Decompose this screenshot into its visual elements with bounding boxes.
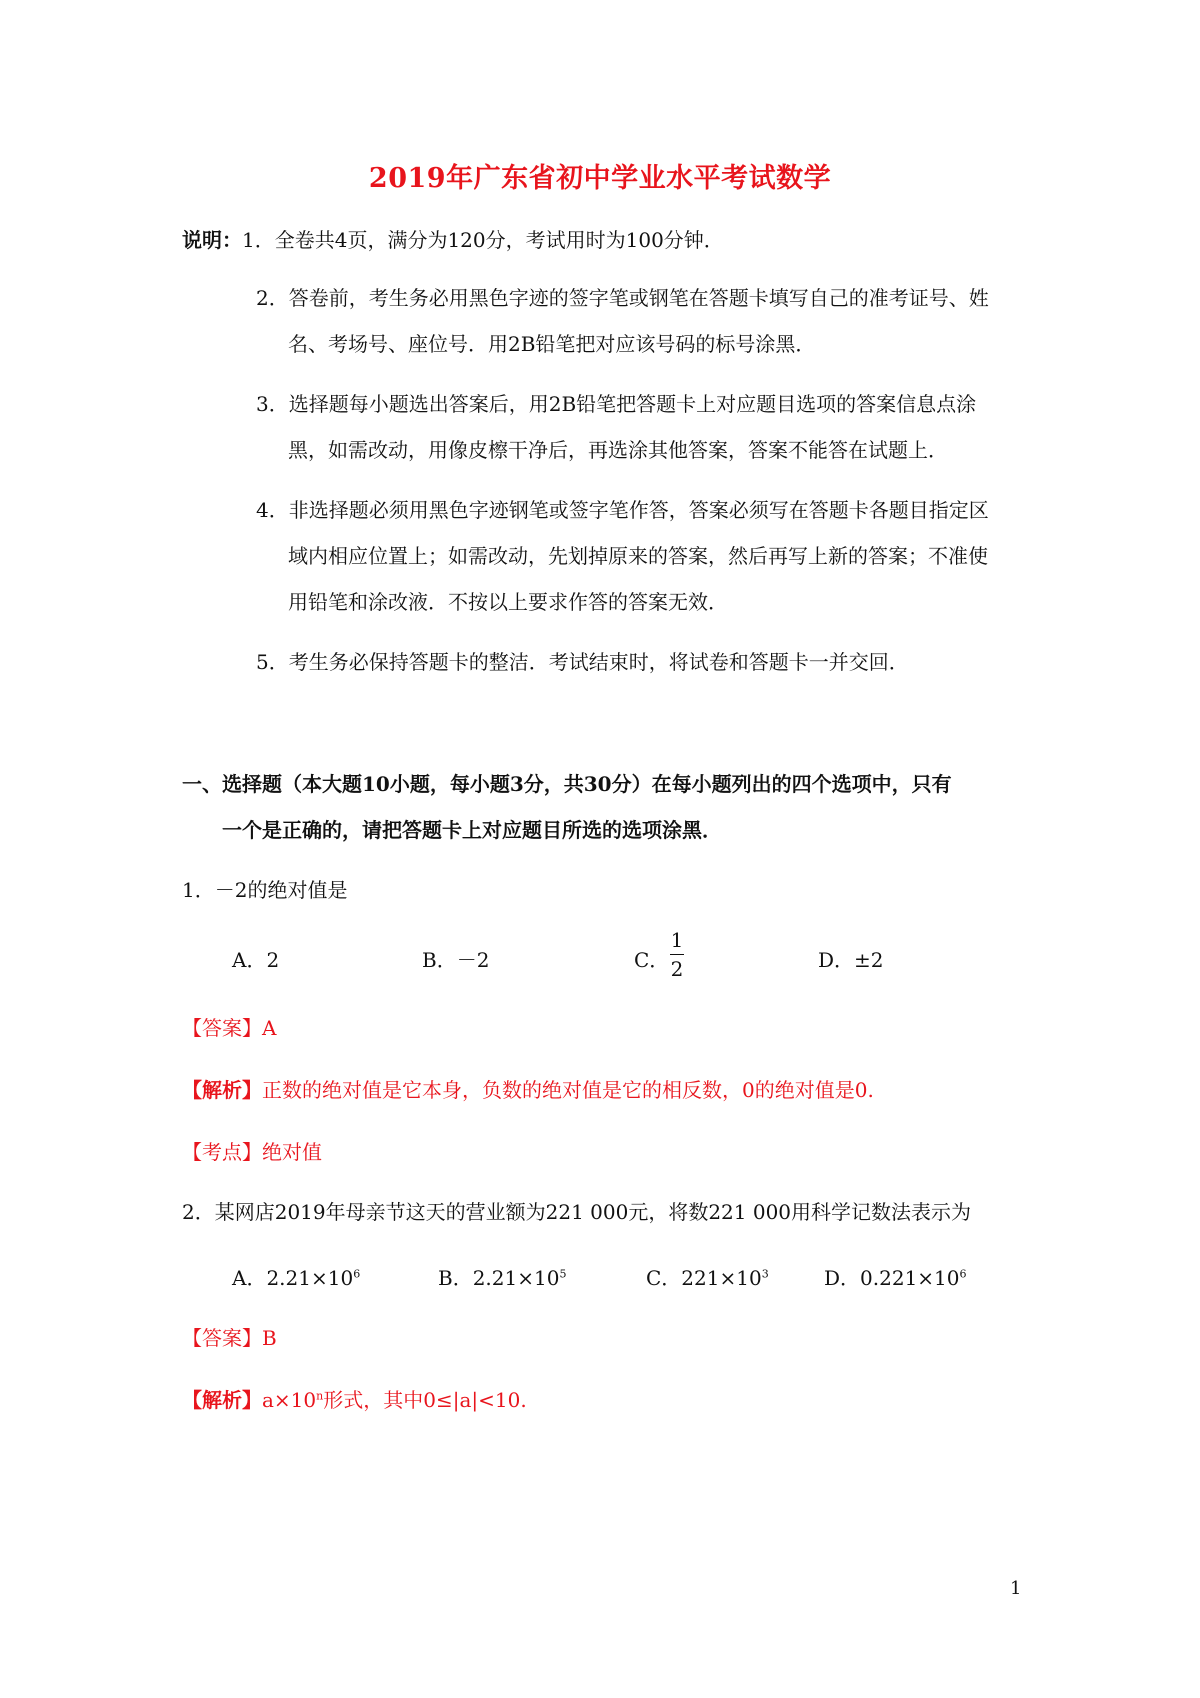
instruction-2-cont: 名、考场号、座位号．用2B铅笔把对应该号码的标号涂黑． (288, 332, 816, 356)
instruction-5: 5．考生务必保持答题卡的整洁．考试结束时，将试卷和答题卡一并交回． (256, 650, 909, 674)
instruction-text: 1．全卷共4页，满分为120分，考试用时为100分钟． (242, 228, 724, 252)
instruction-1 (182, 226, 724, 254)
instruction-4-cont-2: 用铅笔和涂改液．不按以上要求作答的答案无效． (288, 590, 728, 614)
fraction-denominator: 2 (670, 957, 684, 981)
option-exponent: 6 (353, 1267, 361, 1281)
point-tag: 【考点】 (182, 1140, 262, 1164)
page-number: 1 (1010, 1578, 1022, 1599)
q2-answer (182, 1324, 277, 1352)
analysis-exponent: n (316, 1389, 324, 1403)
q2-option-d (824, 1264, 967, 1292)
answer-value: A (262, 1016, 277, 1040)
instruction-2: 2．答卷前，考生务必用黑色字迹的签字笔或钢笔在答题卡填写自己的准考证号、姓 (256, 286, 989, 310)
q1-option-d: D．±2 (818, 948, 884, 972)
analysis-tag: 【解析】 (182, 1388, 262, 1412)
instruction-3: 3．选择题每小题选出答案后，用2B铅笔把答题卡上对应题目选项的答案信息点涂 (256, 392, 977, 416)
q1-option-b: B．－2 (422, 948, 490, 972)
q2-option-c (646, 1264, 769, 1292)
question-1-stem: 1．－2的绝对值是 (182, 878, 348, 902)
point-text: 绝对值 (262, 1140, 322, 1164)
instruction-4: 4．非选择题必须用黑色字迹钢笔或签字笔作答，答案必须写在答题卡各题目指定区 (256, 498, 989, 522)
section-heading: 一、选择题（本大题10小题，每小题3分，共30分）在每小题列出的四个选项中，只有 (182, 772, 952, 796)
answer-tag: 【答案】 (182, 1016, 262, 1040)
option-exponent: 3 (761, 1267, 769, 1281)
analysis-formula: a×10 (262, 1388, 317, 1412)
q2-analysis (182, 1386, 527, 1414)
option-exponent: 6 (959, 1267, 967, 1281)
option-base: B．2.21×10 (438, 1266, 560, 1290)
q1-answer (182, 1014, 276, 1042)
analysis-text: 形式，其中0≤|a|<10. (323, 1388, 527, 1412)
option-exponent: 5 (559, 1267, 567, 1281)
q1-point (182, 1138, 322, 1166)
instruction-3-cont: 黑，如需改动，用像皮檫干净后，再选涂其他答案，答案不能答在试题上． (288, 438, 948, 462)
section-heading-cont: 一个是正确的，请把答题卡上对应题目所选的选项涂黑． (222, 818, 722, 842)
option-base: A．2.21×10 (232, 1266, 354, 1290)
q2-option-b (438, 1264, 566, 1292)
q1-analysis (182, 1076, 874, 1104)
document-title: 2019年广东省初中学业水平考试数学 (368, 163, 832, 194)
q2-option-a (232, 1264, 360, 1292)
q1-option-c-label: C． (634, 948, 670, 972)
option-base: D．0.221×10 (824, 1266, 960, 1290)
q1-option-a: A．2 (232, 948, 280, 972)
answer-value: B (262, 1326, 277, 1350)
fraction-bar (670, 954, 684, 955)
option-base: C．221×10 (646, 1266, 762, 1290)
instruction-4-cont-1: 域内相应位置上；如需改动，先划掉原来的答案，然后再写上新的答案；不准使 (288, 544, 988, 568)
q1-option-c-fraction (670, 928, 684, 981)
instructions-label: 说明： (182, 228, 242, 252)
fraction-numerator: 1 (670, 928, 684, 952)
analysis-tag: 【解析】 (182, 1078, 262, 1102)
question-2-stem: 2．某网店2019年母亲节这天的营业额为221 000元，将数221 000用科学记数法表示为 (182, 1200, 972, 1224)
answer-tag: 【答案】 (182, 1326, 262, 1350)
analysis-text: 正数的绝对值是它本身，负数的绝对值是它的相反数，0的绝对值是0. (262, 1078, 874, 1102)
